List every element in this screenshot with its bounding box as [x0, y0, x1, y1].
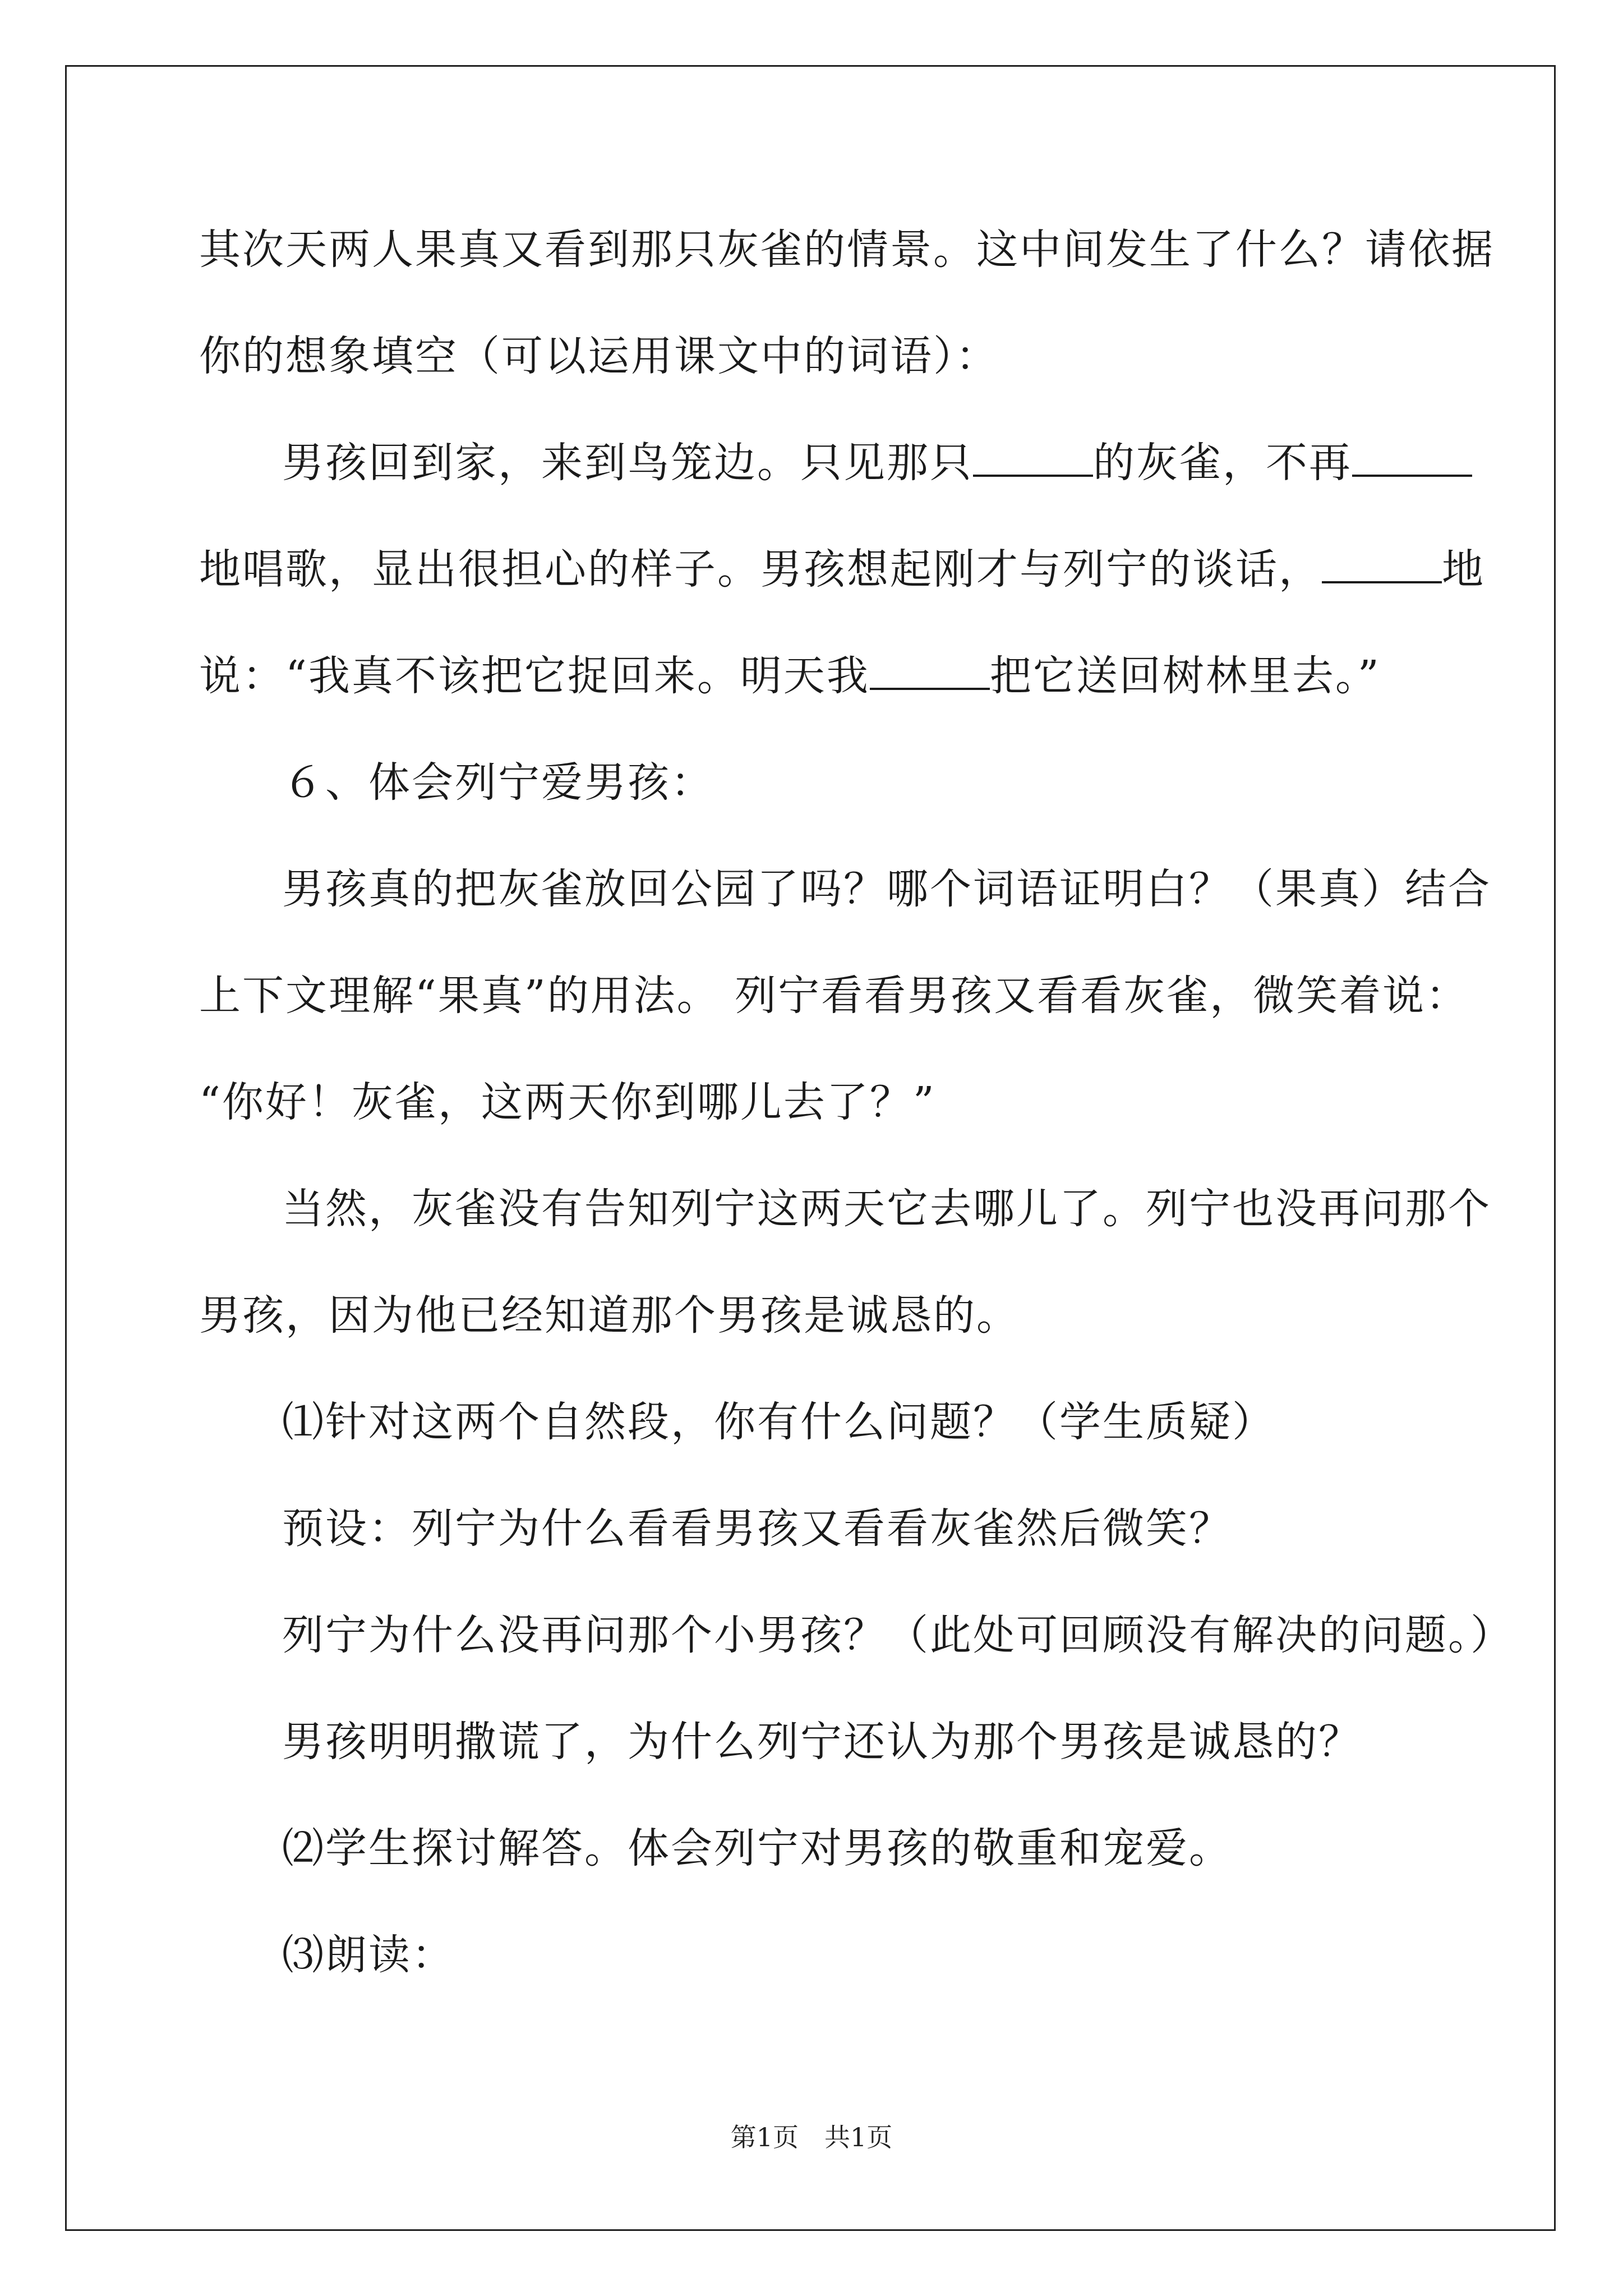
text-segment: 地唱歌，显出很担心的样子。男孩想起刚才与列宁的谈话，: [199, 545, 1322, 593]
page-footer: 第1页 共1页: [730, 2122, 893, 2152]
fill-blank-line: [282, 435, 1472, 491]
text-line: 你的想象填空（可以运用课文中的词语）：: [199, 332, 999, 380]
fill-blank: [1322, 546, 1442, 583]
text-line: “你好！灰雀，这两天你到哪儿去了？”: [199, 1078, 936, 1126]
fill-blank: [1352, 440, 1472, 477]
fill-blank: [870, 653, 990, 690]
text-segment: 把它送回树林里去。”: [989, 652, 1381, 700]
text-segment: 的灰雀，不再: [1093, 439, 1352, 487]
text-line: 预设：列宁为什么看看男孩又看看灰雀然后微笑？: [282, 1504, 1232, 1553]
text-line: 列宁为什么没再问那个小男孩？（此处可回顾没有解决的问题。）: [282, 1611, 1514, 1659]
fill-blank-line: [199, 648, 1381, 704]
text-segment: 说：“我真不该把它捉回来。明天我: [199, 652, 870, 700]
fill-blank-line: [199, 541, 1485, 597]
text-line: 男孩明明撒谎了，为什么列宁还认为那个男孩是诚恳的？: [282, 1718, 1362, 1766]
text-line: ⑶朗读：: [282, 1931, 455, 1979]
text-line: ⑵学生探讨解答。体会列宁对男孩的敬重和宠爱。: [282, 1824, 1232, 1872]
text-segment: 男孩回到家，来到鸟笼边。只见那只: [282, 439, 973, 487]
text-line: 当然，灰雀没有告知列宁这两天它去哪儿了。列宁也没再问那个: [282, 1185, 1491, 1233]
section-heading: ６、体会列宁爱男孩：: [282, 758, 714, 807]
text-line: 其次天两人果真又看到那只灰雀的情景。这中间发生了什么？请依据: [199, 226, 1495, 274]
text-line: 男孩，因为他已经知道那个男孩是诚恳的。: [199, 1291, 1020, 1340]
text-line: ⑴针对这两个自然段，你有什么问题？（学生质疑）: [282, 1398, 1275, 1446]
text-line: 上下文理解“果真”的用法。 列宁看看男孩又看看灰雀，微笑着说：: [199, 972, 1469, 1020]
text-line: 男孩真的把灰雀放回公园了吗？哪个词语证明白？（果真）结合: [282, 865, 1491, 913]
text-segment: 地: [1442, 545, 1485, 593]
fill-blank: [973, 440, 1093, 477]
page-frame: [65, 65, 1556, 2231]
